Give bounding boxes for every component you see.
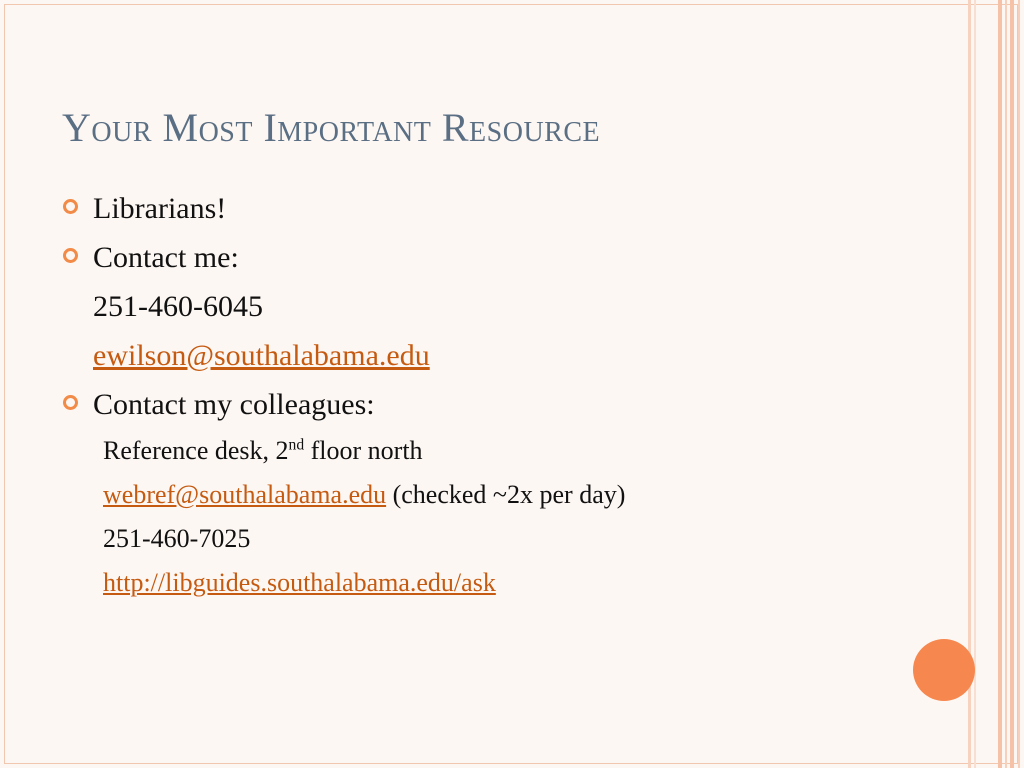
ref-desk-suffix: floor north — [304, 436, 423, 465]
webref-line — [62, 475, 942, 519]
decorative-stripes — [968, 0, 1024, 768]
libguides-line — [62, 563, 942, 607]
contact-me-email — [62, 333, 942, 382]
slide-body — [62, 186, 942, 607]
email-link[interactable]: ewilson@southalabama.edu — [93, 339, 430, 372]
bullet-circle-icon — [63, 248, 78, 263]
bullet-contact-me — [62, 235, 942, 284]
slide-title: Your Most Important Resource — [62, 105, 601, 150]
webref-note: (checked ~2x per day) — [386, 480, 626, 509]
bullet-text: Librarians! — [93, 192, 227, 225]
bullet-text: Contact my colleagues: — [93, 388, 375, 421]
phone-text: 251-460-6045 — [93, 290, 263, 323]
bullet-circle-icon — [63, 395, 78, 410]
contact-me-phone — [62, 284, 942, 333]
bullet-contact-colleagues — [62, 382, 942, 431]
reference-desk-line — [62, 431, 942, 475]
webref-email-link[interactable]: webref@southalabama.edu — [103, 480, 387, 509]
ref-desk-superscript: nd — [288, 436, 305, 454]
libguides-link[interactable]: http://libguides.southalabama.edu/ask — [103, 568, 496, 597]
bullet-text: Contact me: — [93, 241, 239, 274]
bullet-librarians — [62, 186, 942, 235]
phone-text: 251-460-7025 — [103, 524, 251, 553]
bullet-circle-icon — [63, 199, 78, 214]
colleagues-phone-line — [62, 519, 942, 563]
decorative-circle — [913, 639, 975, 701]
ref-desk-text: Reference desk, 2 — [103, 436, 289, 465]
